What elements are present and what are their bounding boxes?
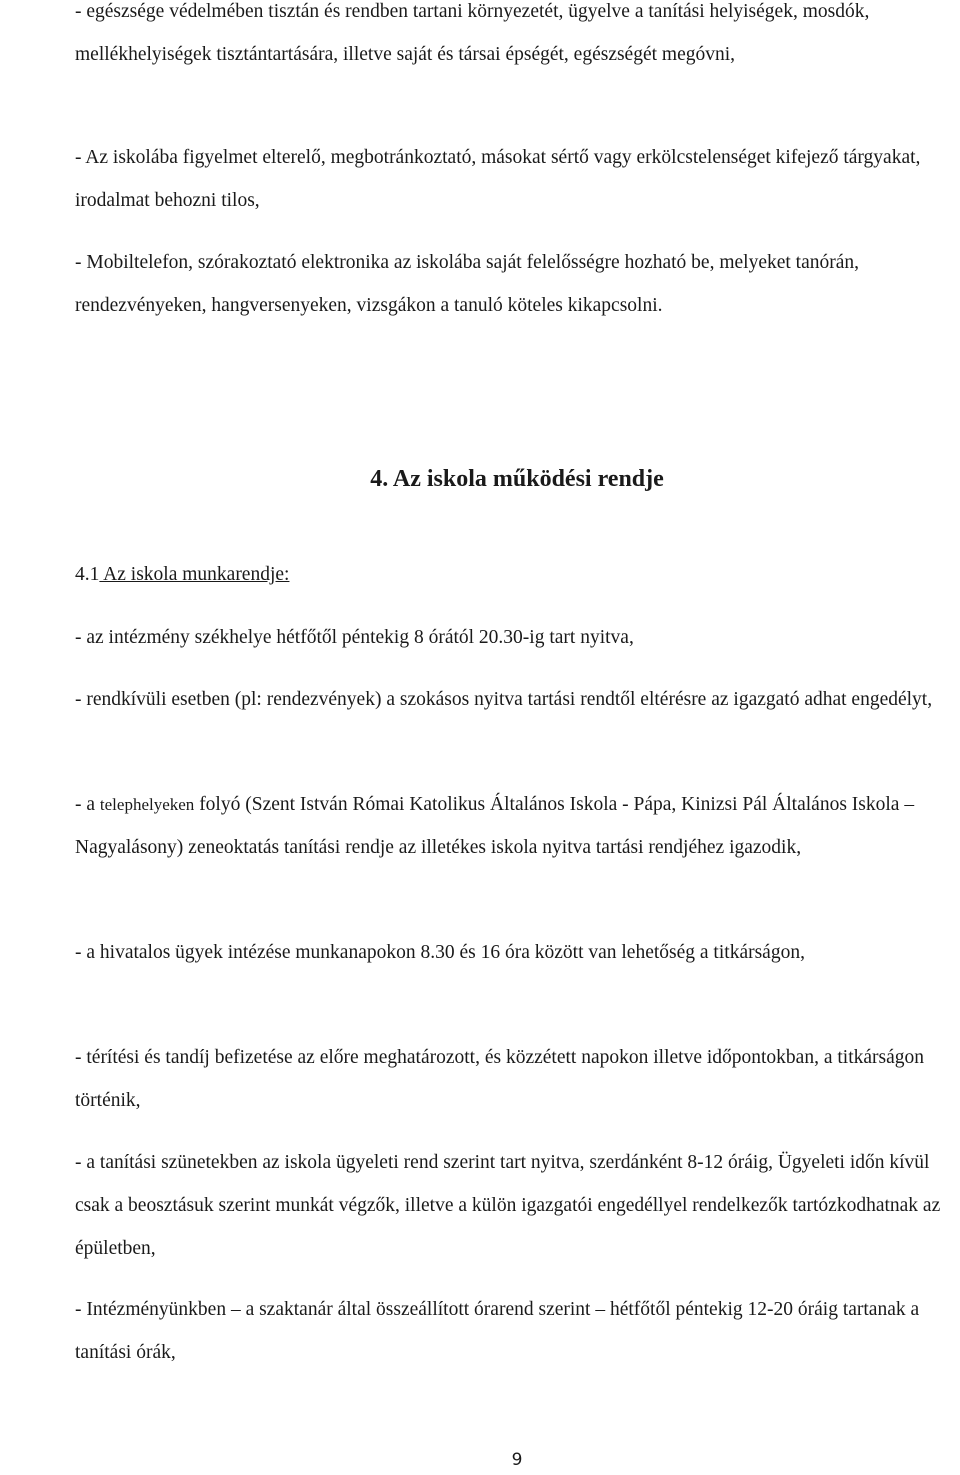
paragraph-opening-hours: - az intézmény székhelye hétfőtől péntekig 8 órától 20.30-ig tart nyitva, (75, 627, 634, 648)
paragraph-holidays: - a tanítási szünetekben az iskola ügyeleti rend szerint tart nyitva, szerdánként 8-12 óráig, Ügyeleti időn kívül csak a beosztásuk szerint munkát végzők, illetve a külön igazgatói engedéllyel rendelkezők tartózkodhatnak az épületben, (75, 1152, 941, 1259)
paragraph-prohibited-items: - Az iskolába figyelmet elterelő, megbotránkoztató, másokat sértő vagy erkölcstelenséget kifejező tárgyakat, irodalmat behozni tilos, (75, 147, 921, 211)
paragraph-health-protection: - egészsége védelmében tisztán és rendben tartani környezetét, ügyelve a tanítási helyiségek, mosdók, mellékhelyiségek tisztántartására, illetve saját és társai épségét, egészségét megóvni, (75, 1, 870, 65)
paragraph-music-sites: telephelyeken (99, 795, 195, 814)
document-page (75, 0, 959, 1475)
paragraph-mobile-phones: - Mobiltelefon, szórakoztató elektronika az iskolába saját felelősségre hozható be, melyeket tanórán, rendezvényeken, hangversenyeken, vizsgákon a tanuló köteles kikapcsolni. (75, 252, 860, 316)
paragraph-music-education (75, 783, 959, 869)
subsection-heading (75, 553, 289, 596)
subsection-title: Az iskola munkarendje: (99, 564, 290, 585)
paragraph-exceptions: - rendkívüli esetben (pl: rendezvények) a szokásos nyitva tartási rendtől eltérésre az igazgató adhat engedélyt, (75, 689, 933, 710)
page-number: 9 (511, 1450, 523, 1470)
paragraph-fees: - térítési és tandíj befizetése az előre meghatározott, és közzétett napokon illetve időpontokban, a titkárságon történik, (75, 1047, 925, 1111)
section-heading: 4. Az iskola működési rendje (370, 466, 664, 492)
paragraph-music-rest: folyó (Szent István Római Katolikus Általános Iskola - Pápa, Kinizsi Pál Általános Iskola –Nagyalásony) zeneoktatás tanítási rendje az illetékes iskola nyitva tartási rendjéhez igazodik, (75, 794, 915, 858)
paragraph-office-hours: - a hivatalos ügyek intézése munkanapokon 8.30 és 16 óra között van lehetőség a titkárságon, (75, 942, 805, 963)
paragraph-music-prefix: - a (75, 794, 100, 815)
paragraph-lessons: - Intézményünkben – a szaktanár által összeállított órarend szerint – hétfőtől péntekig 12-20 óráig tartanak a tanítási órák, (75, 1299, 920, 1363)
subsection-number: 4.1 (75, 564, 100, 585)
